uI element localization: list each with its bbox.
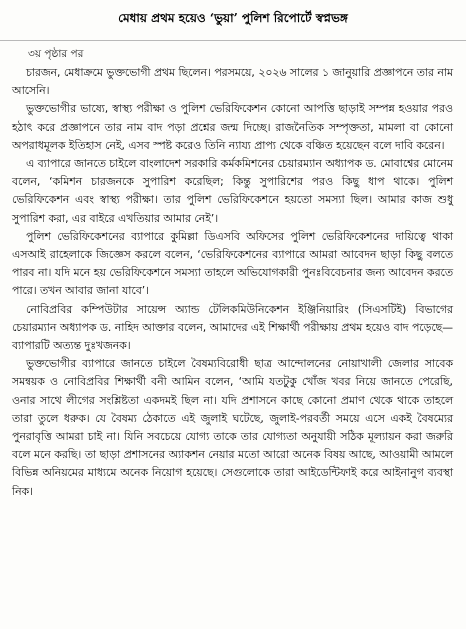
- paragraph-5: নোবিপ্রবির কম্পিউটার সায়েন্স অ্যান্ড টেলিকমিউনিকেশন ইঞ্জিনিয়ারিং (সিএসটিই) বিভাগের চেয়ারম্যান অধ্যাপক ড. নাহিদ আক্তার বলেন, আমাদের এই শিক্ষার্থী পরীক্ষায় প্রথম হয়েও বাদ পড়েছে—ব্যাপারটি অত্যন্ত দুঃখজনক।: [12, 302, 453, 353]
- paragraph-2: ভুক্তভোগীর ভাষ্যে, স্বাস্থ্য পরীক্ষা ও পুলিশ ভেরিফিকেশন কোনো আপত্তি ছাড়াই সম্পন্ন হওয়ার পরও হঠাৎ করে প্রজ্ঞাপনে তার নাম বাদ পড়া প্রশ্নের জন্ম দিচ্ছে। রাজনৈতিক সম্পৃক্ততা, মামলা বা কোনো অপরাধমূলক ইতিহাস নেই, এসব স্পষ্ট করেও তিনি ন্যায্য প্রাপ্য থেকে বঞ্চিত হয়েছেন বলে দাবি করেন।: [12, 102, 453, 152]
- paragraph-1: চারজন, মেধাক্রমে ভুক্তভোগী প্রথম ছিলেন। পরসময়ে, ২০২৬ সালের ১ জানুয়ারি প্রজ্ঞাপনে তার নাম আসেনি।: [12, 66, 453, 98]
- continued-from-label: ৩য় পৃষ্ঠার পর: [28, 48, 84, 60]
- article-body: [12, 64, 453, 501]
- paragraph-4: পুলিশ ভেরিফিকেশনের ব্যাপারে কুমিল্লা ডিএসবি অফিসের পুলিশ ভেরিফিকেশনের দায়িত্বে থাকা এসআই রাহেলাকে জিজ্ঞেস করলে বলেন, ‘ভেরিফিকেশনের ব্যাপারে আমরা আবেদন ছাড়া কিছু বলতে পারব না। যদি মনে হয় ভেরিফিকেশনে সমস্যা তাহলে অভিযোগকারী পুনঃবিবেচনার জন্য আবেদন করতে পারে। তখন আবার জানা যাবে’।: [12, 229, 453, 298]
- paragraph-6: ভুক্তভোগীর ব্যাপারে জানতে চাইলে বৈষম্যবিরোধী ছাত্র আন্দোলনের নোয়াখালী জেলার সাবেক সমন্বয়ক ও নোবিপ্রবির শিক্ষার্থী বনী আমিন বলেন, ‘আমি যতটুকু খোঁজ খবর নিয়ে জানতে পেরেছি, ওনার সাথে লীগের সংশ্লিষ্টতা একদমই ছিল না। যদি প্রশাসনে কাছে কোনো প্রমাণ থেকে থাকে তাহলে তারা তুলে ধরুক। যে বৈষম্য ঠেকাতে এই জুলাই ঘটেছে, জুলাই-পরবর্তী সময়ে এসে একই বৈষম্যের পুনরাবৃত্তি আমরা চাই না। যিনি সবচেয়ে যোগ্য তাকে তার যোগ্যতা অনুযায়ী সঠিক মূল্যায়ন করা জরুরি বলে মনে করছি। তা ছাড়া প্রশাসনের অ্যাকশন নেয়ার মতো আরো অনেক বিষয় আছে, আওয়ামী আমলে বিভিন্ন অনিয়মের মাধ্যমে অনেক নিয়োগ হয়েছে। সেগুলোকে তারা আইডেন্টিফাই করে আইনানুগ ব্যবস্থা নিক।: [12, 357, 453, 498]
- headline: মেধায় প্রথম হয়েও ‘ভুয়া’ পুলিশ রিপোর্টে স্বপ্নভঙ্গ: [0, 0, 466, 41]
- paragraph-3: এ ব্যাপারে জানতে চাইলে বাংলাদেশ সরকারি কর্মকমিশনের চেয়ারম্যান অধ্যাপক ড. মোবাশ্বের মোনেম বলেন, ‘কমিশন চারজনকে সুপারিশ করেছিল; কিন্তু সুপারিশের পরও কিছু ধাপ থাকে। পুলিশ ভেরিফিকেশন এবং স্বাস্থ্য পরীক্ষা। তার পুলিশ ভেরিফিকেশনে হয়তো সমস্যা ছিল। আমার কাজ শুধু সুপারিশ করা, এর বাইরে এখতিয়ার আমার নেই’।: [12, 157, 453, 225]
